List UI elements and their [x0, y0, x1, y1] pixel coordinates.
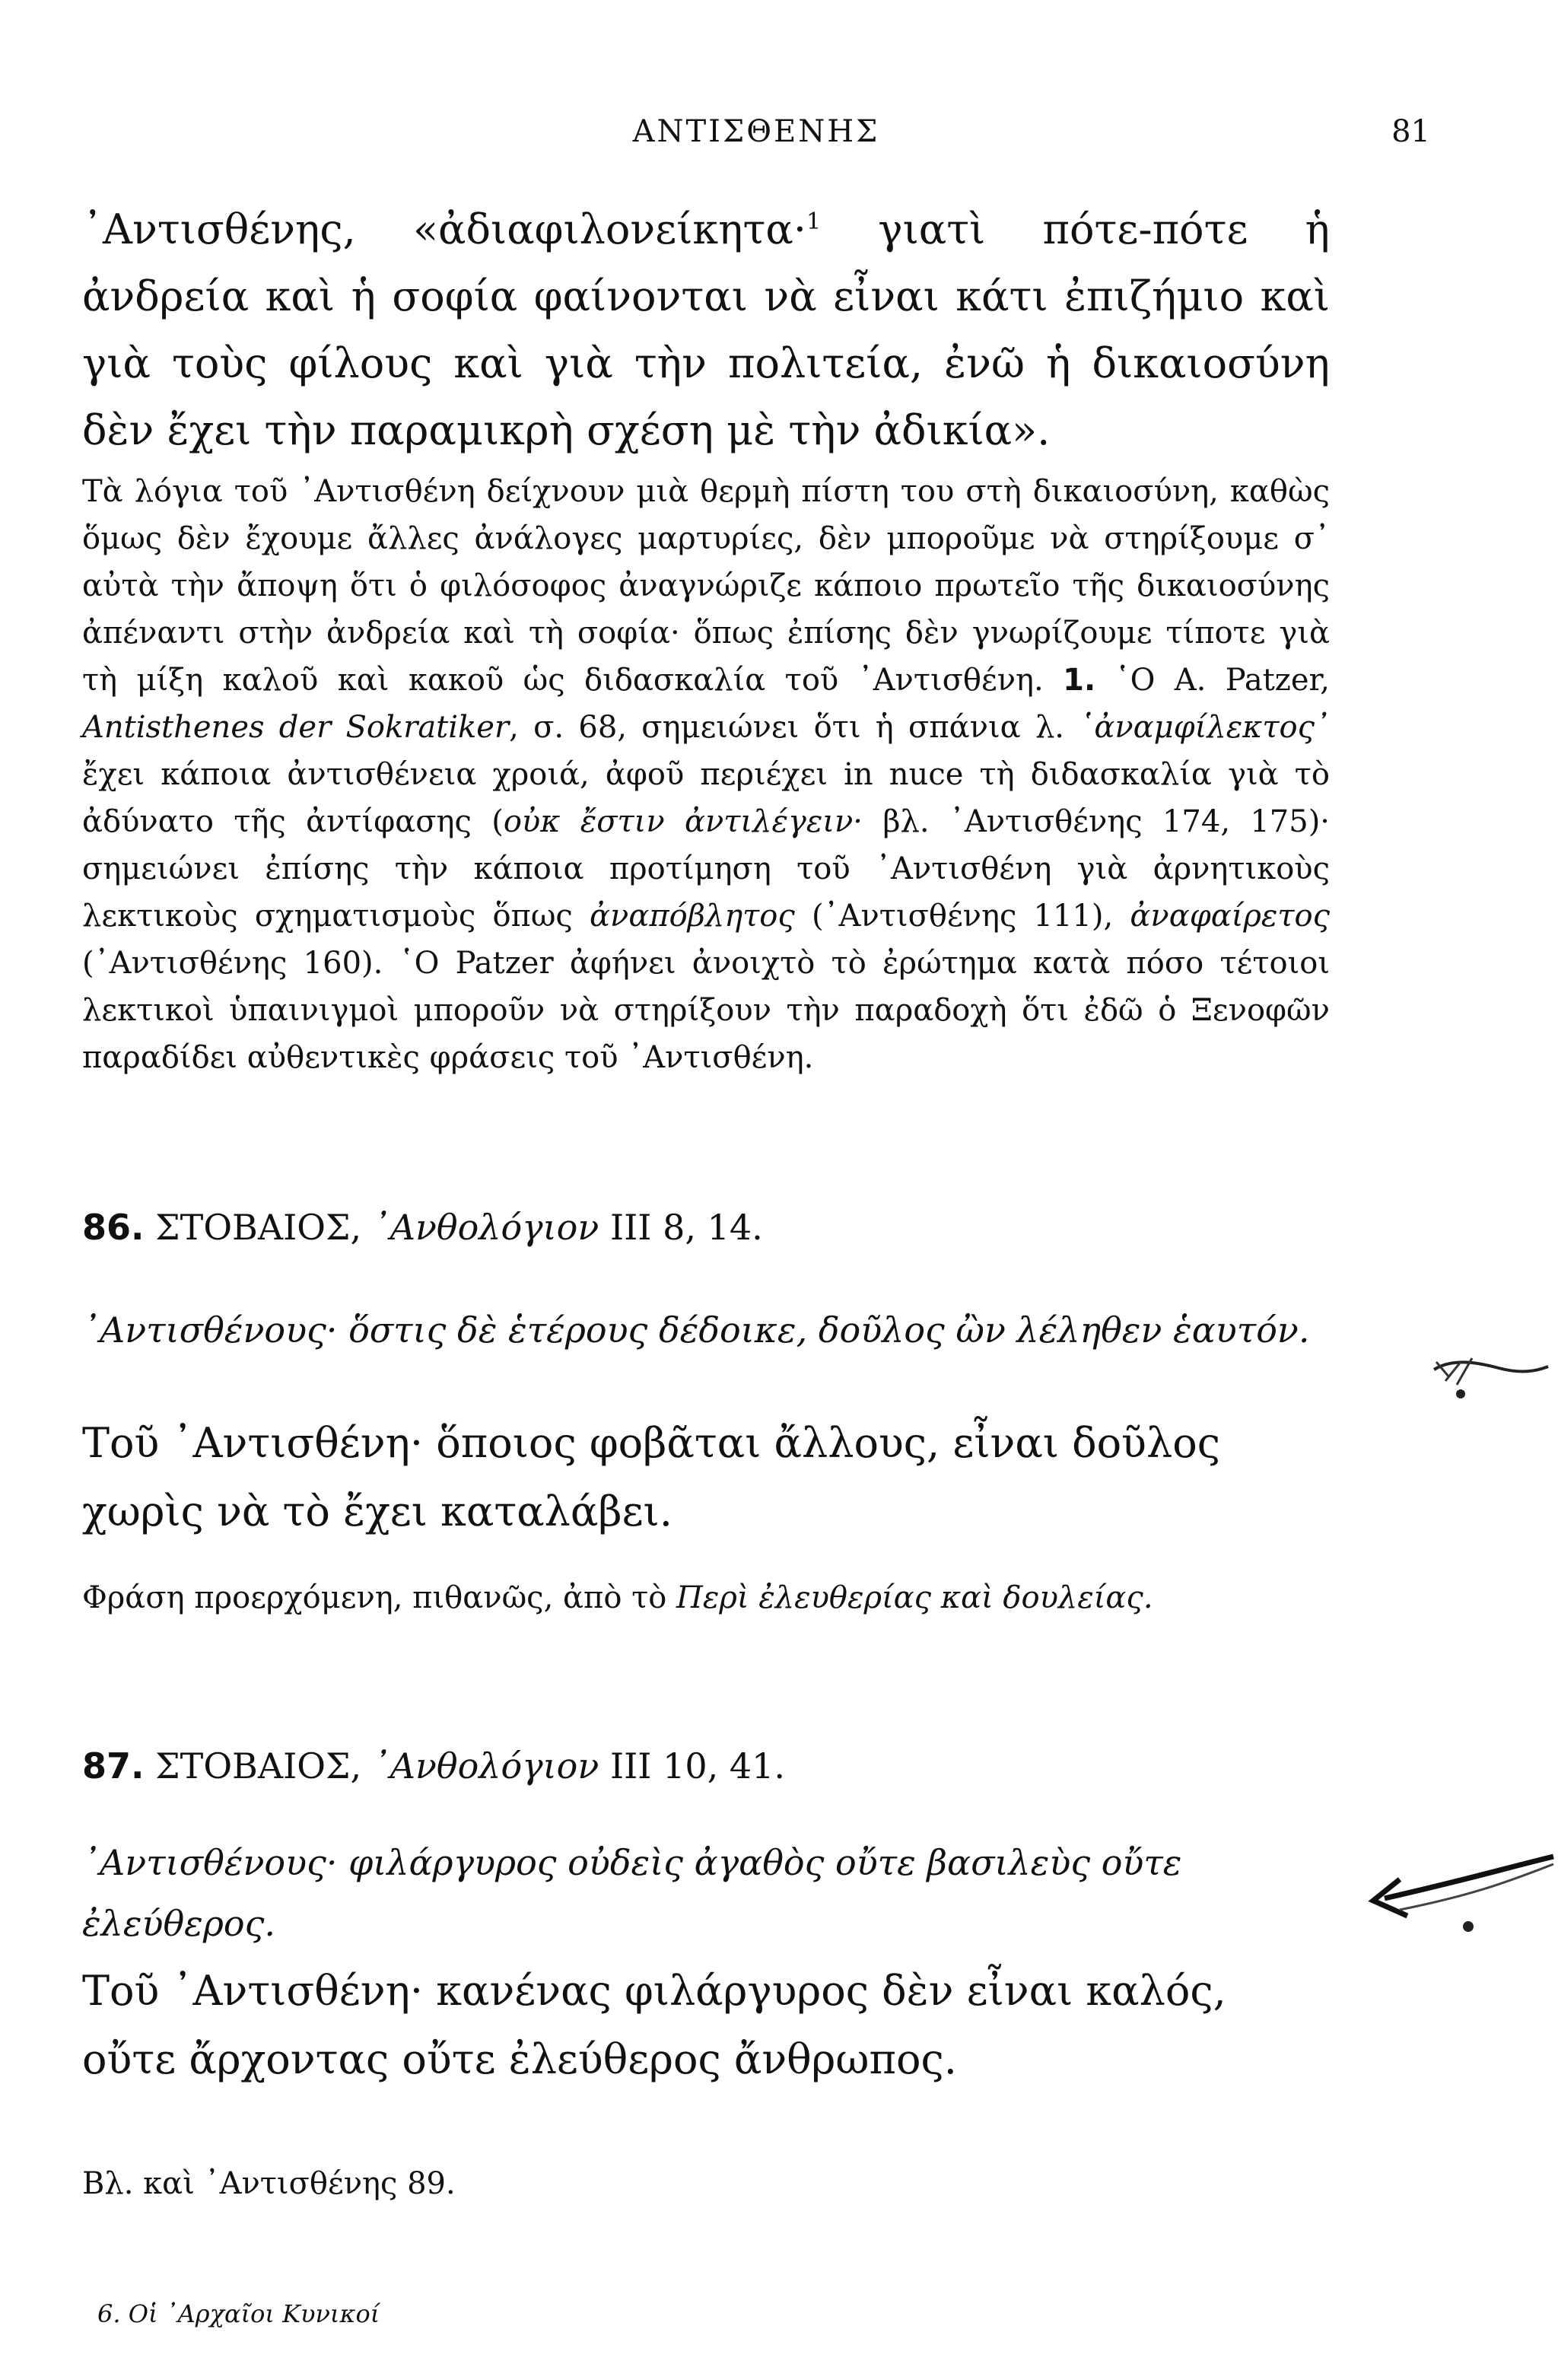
- italic-term: ἀναπόβλητος: [590, 899, 795, 934]
- note-italic-title: Περὶ ἐλευθερίας καὶ δουλείας.: [676, 1580, 1153, 1615]
- commentary-paragraph: [82, 468, 1330, 1081]
- commentary-text: (᾿Αντισθένης 111),: [794, 899, 1130, 934]
- footnote-ref: 1: [806, 208, 822, 235]
- section-number: 87.: [82, 1745, 145, 1787]
- lead-text-a: ᾿Αντισθένης, «ἀδιαφιλονείκητα·: [82, 205, 806, 253]
- running-head: ΑΝΤΙΣΘΕΝΗΣ: [632, 114, 880, 149]
- commentary-text: ῾Ο A. Patzer,: [1095, 663, 1330, 698]
- lead-paragraph: [82, 196, 1330, 464]
- greek-quote-87: ᾿Αντισθένους· φιλάργυρος οὐδεὶς ἀγαθὸς οὔτε βασιλεὺς οὔτε ἐλεύθερος.: [82, 1842, 1182, 1944]
- section-ref: III 10, 41.: [599, 1745, 786, 1787]
- section-source: ΣΤΟΒΑΙΟΣ,: [155, 1745, 373, 1787]
- section-work: ᾿Ανθολόγιον: [372, 1745, 599, 1787]
- note-87: Βλ. καὶ ᾿Αντισθένης 89.: [82, 2166, 456, 2201]
- translation-86: Τοῦ ᾿Αντισθένη· ὅποιος φοβᾶται ἄλλους, εἶναι δοῦλος χωρὶς νὰ τὸ ἔχει καταλάβει.: [82, 1419, 1220, 1535]
- italic-term: οὐκ ἔστιν ἀντιλέγειν·: [503, 804, 863, 839]
- margin-arrow-mark: [1354, 1826, 1558, 1940]
- book-title: Antisthenes der Sokratiker: [82, 710, 510, 745]
- section-ref: III 8, 14.: [599, 1207, 763, 1248]
- section-work: ᾿Ανθολόγιον: [372, 1207, 599, 1248]
- page-number: 81: [1391, 114, 1430, 149]
- margin-scribble-mark: [1430, 1339, 1552, 1408]
- note-86: [82, 1575, 1330, 1621]
- italic-term: ἀναφαίρετος: [1130, 899, 1330, 934]
- translation-87: Τοῦ ᾿Αντισθένη· κανένας φιλάργυρος δὲν εἶναι καλός, οὔτε ἄρχοντας οὔτε ἐλεύθερος ἄνθρωπος.: [82, 1967, 1226, 2083]
- lead-text-b: γιατὶ πότε-πότε ἡ ἀνδρεία καὶ ἡ σοφία φαίνονται νὰ εἶναι κάτι ἐπιζήμιο καὶ γιὰ τοὺς φίλους καὶ γιὰ τὴν πολιτεία, ἐνῶ ἡ δικαιοσύνη δὲν ἔχει τὴν παραμικρὴ σχέση μὲ τὴν ἀδικία».: [82, 205, 1330, 454]
- section-source: ΣΤΟΒΑΙΟΣ,: [155, 1207, 373, 1248]
- commentary-text: Τὰ λόγια τοῦ ᾿Αντισθένη δείχνουν μιὰ θερμὴ πίστη του στὴ δικαιοσύνη, καθὼς ὅμως δὲν ἔχουμε ἄλλες ἀνάλογες μαρτυρίες, δὲν μποροῦμε νὰ στηρίξουμε σ᾿ αὐτὰ τὴν ἄποψη ὅτι ὁ φιλόσοφος ἀναγνώριζε κάποιο πρωτεῖο τῆς δικαιοσύνης ἀπέναντι στὴν ἀνδρεία καὶ τὴ σοφία· ὅπως ἐπίσης δὲν γνωρίζουμε τίποτε γιὰ τὴ μίξη καλοῦ καὶ κακοῦ ὡς διδασκαλία τοῦ ᾿Αντισθένη.: [82, 474, 1330, 698]
- commentary-text: (᾿Αντισθένης 160). ῾Ο Patzer ἀφήνει ἀνοιχτὸ τὸ ἐρώτημα κατὰ πόσο τέτοιοι λεκτικοὶ ὑπαινιγμοὶ μποροῦν νὰ στηρίξουν τὴν παραδοχὴ ὅτι ἐδῶ ὁ Ξενοφῶν παραδίδει αὐθεντικὲς φράσεις τοῦ ᾿Αντισθένη.: [82, 946, 1330, 1075]
- section-heading-86: [82, 1201, 1330, 1254]
- note-text: Φράση προερχόμενη, πιθανῶς, ἀπὸ τὸ: [82, 1580, 677, 1615]
- italic-term: ῾ἀναμφίλεκτος᾿: [1079, 710, 1331, 745]
- note-number: 1.: [1063, 663, 1096, 698]
- commentary-text: ἔχει κάποια ἀντισθένεια χροιά, ἀφοῦ περιέχει in nuce τὴ διδασκαλία γιὰ τὸ ἀδύνατο τῆς ἀντίφασης (: [82, 757, 1330, 839]
- commentary-text: , σ. 68, σημειώνει ὅτι ἡ σπάνια λ.: [509, 710, 1079, 745]
- signature-mark: 6. Οἱ ᾿Αρχαῖοι Κυνικοί: [97, 2299, 380, 2328]
- commentary-text: βλ. ᾿Αντισθένης 174, 175)· σημειώνει ἐπίσης τὴν κάποια προτίμηση τοῦ ᾿Αντισθένη γιὰ ἀρνητικοὺς λεκτικοὺς σχηματισμοὺς ὅπως: [82, 804, 1331, 934]
- greek-quote-86: ᾿Αντισθένους· ὅστις δὲ ἑτέρους δέδοικε, δοῦλος ὢν λέληθεν ἑαυτόν.: [82, 1309, 1310, 1351]
- section-number: 86.: [82, 1207, 145, 1248]
- section-heading-87: [82, 1739, 1330, 1793]
